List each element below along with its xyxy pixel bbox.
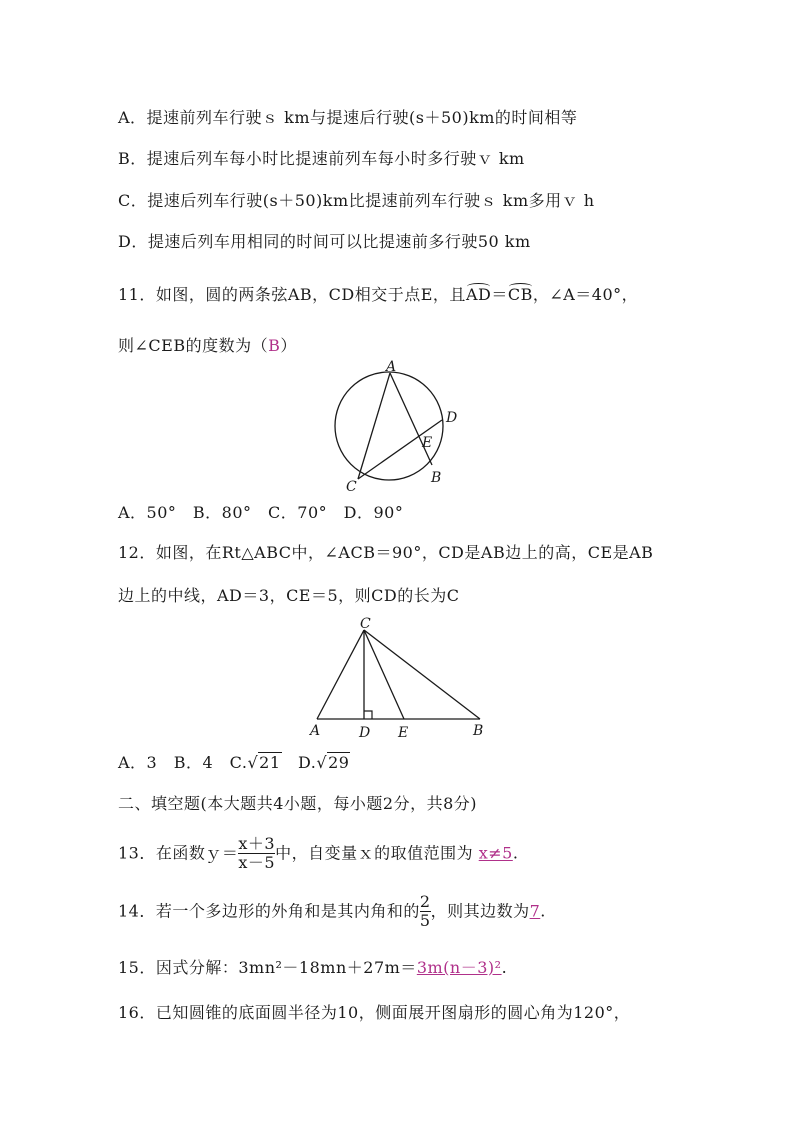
- q10-option-d: D．提速后列车用相同的时间可以比提速前多行驶50 km: [118, 232, 531, 251]
- q11-arc-cb: CB: [507, 285, 533, 304]
- q11-label-e: E: [422, 435, 433, 451]
- q12-sqrt-21: √21: [247, 753, 281, 772]
- q12-triangle-figure: [300, 614, 500, 742]
- q11-answer: B: [268, 336, 281, 355]
- q15-line: [118, 958, 507, 978]
- q14-denominator: 5: [419, 911, 431, 930]
- q14-pre: 14．若一个多边形的外角和是其内角和的: [118, 901, 420, 921]
- q12-label-a: A: [310, 723, 321, 739]
- q12-sqrt-21-radicand: 21: [259, 753, 281, 772]
- q11-eq: ＝: [491, 285, 508, 304]
- q10-option-a: A．提速前列车行驶ｓ km与提速后行驶(s＋50)km的时间相等: [118, 108, 578, 127]
- q12-right-angle-mark: [364, 711, 372, 719]
- q15-post: .: [501, 958, 508, 977]
- q11-label-b: B: [431, 470, 442, 486]
- q12-stem-line2: 边上的中线，AD＝3，CE＝5，则CD的长为C: [118, 586, 460, 605]
- q15-answer: 3m(n－3)²: [416, 958, 502, 977]
- q11-circle-figure: [320, 360, 480, 495]
- q14-numerator: 2: [419, 892, 431, 911]
- q12-label-b: B: [473, 723, 484, 739]
- q12-sqrt-29-radicand: 29: [328, 753, 350, 772]
- q14-fraction: [420, 893, 431, 930]
- q12-side-bc: [364, 630, 480, 719]
- q11-stem-b: ，∠A＝40°，: [532, 285, 639, 304]
- q14-mid: ，则其边数为: [430, 901, 530, 921]
- q11-circle: [335, 372, 443, 480]
- q14-answer: 7: [529, 901, 541, 921]
- q11-options: A．50° B．80° C．70° D．90°: [118, 503, 404, 522]
- q12-label-e: E: [398, 725, 409, 741]
- q11-line2-post: ）: [280, 336, 297, 355]
- q12-median-ce: [364, 630, 404, 719]
- q11-arc-ad: AD: [465, 285, 492, 304]
- q13-answer: x≠5: [478, 843, 513, 863]
- q12-sqrt-29: √29: [316, 753, 350, 772]
- q16-line: 16．已知圆锥的底面圆半径为10，侧面展开图扇形的圆心角为120°，: [118, 1003, 631, 1022]
- q10-option-b: B．提速后列车每小时比提速前列车每小时多行驶ｖ km: [118, 149, 525, 168]
- q15-pre: 15．因式分解：3mn²－18mn＋27m＝: [118, 958, 417, 977]
- q11-chord-ac: [358, 373, 390, 479]
- q11-label-a: A: [386, 360, 397, 375]
- q11-label-c: C: [346, 479, 357, 495]
- q13-fraction: [238, 835, 275, 872]
- q12-options-pre: A．3 B．4 C.: [118, 753, 248, 772]
- q13-post: .: [512, 843, 519, 863]
- q13-mid: 中，自变量ｘ的取值范围为: [275, 843, 474, 863]
- q12-side-ac: [317, 630, 364, 719]
- q10-option-c: C．提速后列车行驶(s＋50)km比提速前列车行驶ｓ km多用ｖ h: [118, 191, 595, 210]
- q11-stem-line2: [118, 336, 297, 356]
- q13-numerator: x＋3: [238, 834, 276, 853]
- q11-line2-pre: 则∠CEB的度数为（: [118, 336, 269, 355]
- q14-post: .: [540, 901, 546, 921]
- q11-stem-a: 11．如图，圆的两条弦AB，CD相交于点E，且: [118, 285, 466, 304]
- q12-label-c: C: [360, 616, 371, 632]
- q14-line: [118, 893, 546, 930]
- q12-stem-line1: 12．如图，在Rt△ABC中，∠ACB＝90°，CD是AB边上的高，CE是AB: [118, 543, 654, 562]
- q13-line: [118, 835, 518, 872]
- q11-label-d: D: [446, 410, 458, 426]
- section-2-heading: 二、填空题(本大题共4小题，每小题2分，共8分): [118, 794, 478, 813]
- q12-options-mid: D.: [281, 753, 317, 772]
- q13-denominator: x－5: [238, 853, 276, 872]
- q12-options: [118, 753, 350, 773]
- q11-stem-line1: [118, 285, 638, 305]
- q12-label-d: D: [359, 725, 371, 741]
- q13-pre: 13．在函数ｙ＝: [118, 843, 239, 863]
